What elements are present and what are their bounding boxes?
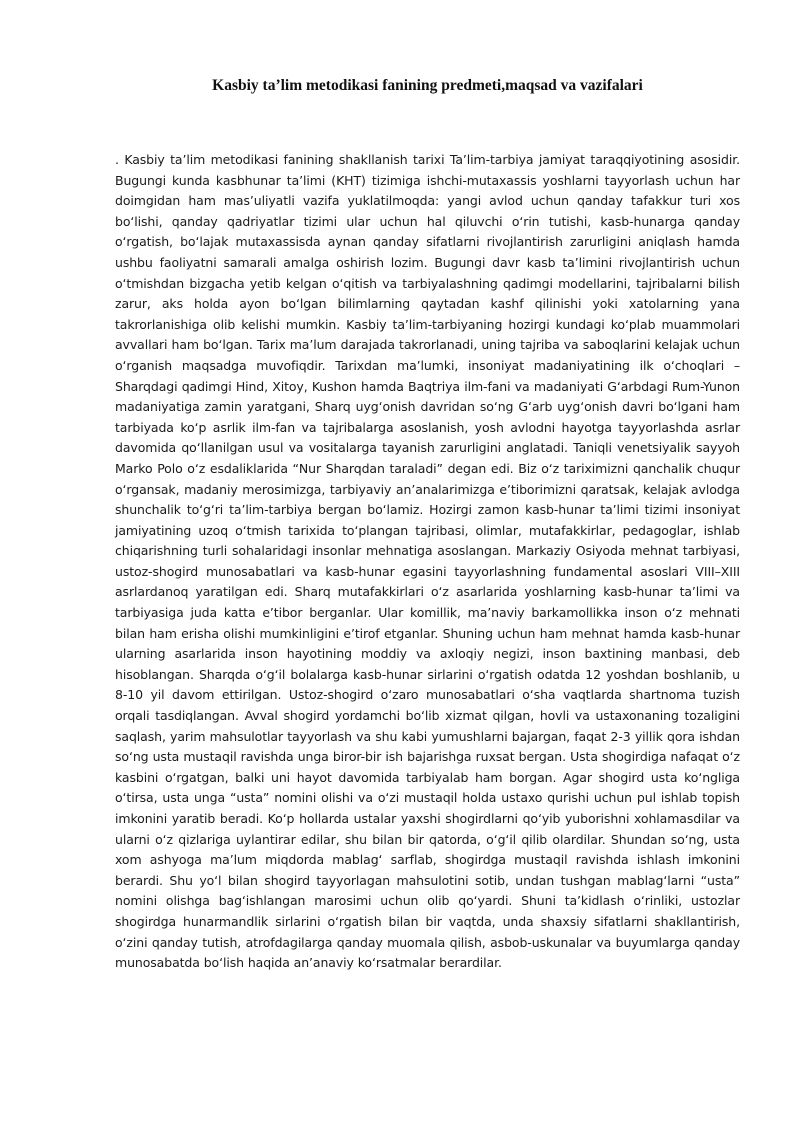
document-title: Kasbiy ta’lim metodikasi fanining predmeti,maqsad va vazifalari — [212, 77, 643, 94]
document-body-paragraph: . Kasbiy ta’lim metodikasi fanining shakllanish tarixi Ta’lim-tarbiya jamiyat taraqqiyotining asosidir. Bugungi kunda kasbhunar ta’limi (KHT) tizimiga ishchi-mutaxassis yoshlarni tayyorlash uchun har doimgidan ham mas’uliyatli vazifa yuklatilmoqda: yangi avlod uchun qanday tafakkur turi xos bo‘lishi, qanday qadriyatlar tizimi ular uchun hal qiluvchi o‘rin tutishi, kasb-hunarga qanday o‘rgatish, bo‘lajak mutaxassisda aynan qanday sifatlarni rivojlantirish zarurligini aniqlash hamda ushbu faoliyatni samarali amalga oshirish lozim. Bugungi davr kasb ta’limini rivojlantirish uchun o‘tmishdan bizgacha yetib kelgan o‘qitish va tarbiyalashning qadimgi modellarini, tajribalarni bilish zarur, aks holda ayon bo‘lgan bilimlarning qaytadan kashf qilinishi yoki xatolarning yana takrorlanishiga olib kelishi mumkin. Kasbiy ta’lim-tarbiyaning hozirgi kundagi ko‘plab muammolari avvallari ham bo‘lgan. Tarix ma’lum darajada takrorlanadi, uning tajriba va saboqlarini kelajak uchun o‘rganish maqsadga muvofiqdir. Tarixdan ma’lumki, insoniyat madaniyatining ilk o‘choqlari – Sharqdagi qadimgi Hind, Xitoy, Kushon hamda Baqtriya ilm-fani va madaniyati G‘arbdagi Rum-Yunon madaniyatiga zamin yaratgani, Sharq uyg‘onish davridan so‘ng G‘arb uyg‘onish davri bo‘lgani ham tarbiyada ko‘p asrlik ilm-fan va tajribalarga asoslanish, yosh avlodni hayotga tayyorlashda asrlar davomida qo‘llanilgan usul va vositalarga tayanish zarurligini anglatadi. Taniqli venetsiyalik sayyoh Marko Polo o‘z esdaliklarida “Nur Sharqdan taraladi” degan edi. Biz o‘z tariximizni qanchalik chuqur o‘rgansak, madaniy merosimizga, tarbiyaviy an’analarimizga e’tiborimizni qaratsak, kelajak avlodga shunchalik to‘g‘ri ta’lim-tarbiya bergan bo‘lamiz. Hozirgi zamon kasb-hunar ta’limi tizimi insoniyat jamiyatining uzoq o‘tmish tarixida to‘plangan tajribasi, olimlar, mutafakkirlar, pedagoglar, ishlab chiqarishning turli sohalaridagi insonlar mehnatiga asoslangan. Markaziy Osiyoda mehnat tarbiyasi, ustoz-shogird munosabatlari va kasb-hunar egasini tayyorlashning fundamental asoslari VIII–XIII asrlardanoq yaratilgan edi. Sharq mutafakkirlari o‘z asarlarida yoshlarning kasb-hunar ta’limi va tarbiyasiga juda katta e’tibor berganlar. Ular komillik, ma’naviy barkamollikka inson o‘z mehnati bilan ham erisha olishi mumkinligini e’tirof etganlar. Shuning uchun ham mehnat hamda kasb-hunar ularning asarlarida inson hayotining moddiy va axloqiy negizi, inson baxtining manbasi, deb hisoblangan. Sharqda o‘g‘il bolalarga kasb-hunar sirlarini o‘rgatish odatda 12 yoshdan boshlanib, u 8-10 yil davom ettirilgan. Ustoz-shogird o‘zaro munosabatlari o‘sha vaqtlarda shartnoma tuzish orqali tasdiqlangan. Avval shogird yordamchi bo‘lib xizmat qilgan, hovli va ustaxonaning tozaligini saqlash, yarim mahsulotlar tayyorlash va shu kabi yumushlarni bajargan, faqat 2-3 yillik qora ishdan so‘ng usta mustaqil ravishda unga biror-bir ish bajarishga ruxsat bergan. Usta shogirdiga nafaqat o‘z kasbini o‘rgatgan, balki uni hayot davomida tarbiyalab ham borgan. Agar shogird usta ko‘ngliga o‘tirsa, usta unga “usta” nomini olishi va o‘zi mustaqil holda ustaxo qurishi uchun pul ishlab topish imkonini yaratib beradi. Ko‘p hollarda ustalar yaxshi shogirdlarni qo‘yib yuborishni xohlamasdilar va ularni o‘z qizlariga uylantirar edilar, shu bilan bir qatorda, o‘g‘il qilib olardilar. Shundan so‘ng, usta xom ashyoga ma’lum miqdorda mablag‘ sarflab, shogirdga mustaqil ravishda ishlash imkonini berardi. Shu yo‘l bilan shogird tayyorlagan mahsulotini sotib, undan tushgan mablag‘larni “usta” nomini olishga bag‘ishlangan marosimi uchun olib qo‘yardi. Shuni ta’kidlash o‘rinliki, ustozlar shogirdga hunarmandlik sirlarini o‘rgatish bilan bir vaqtda, unda shaxsiy sifatlarni shakllantirish, o‘zini qanday tutish, atrofdagilarga qanday muomala qilish, asbob-uskunalar va buyumlarga qanday munosabatda bo‘lish haqida an’anaviy ko‘rsatmalar berardilar. — [115, 152, 740, 971]
